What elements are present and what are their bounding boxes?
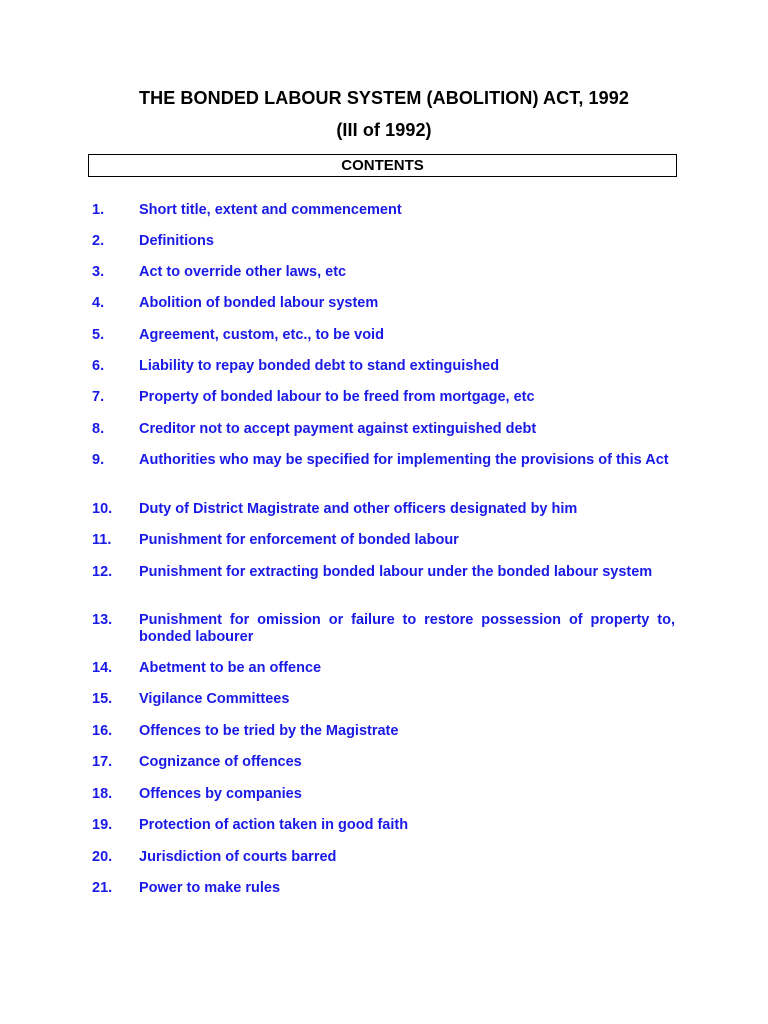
toc-entry-link[interactable]: Creditor not to accept payment against extinguished debt [139, 421, 537, 437]
act-number: (III of 1992) [336, 120, 432, 140]
toc-entry-number: 1. [92, 202, 105, 218]
toc-entry-number: 4. [92, 295, 105, 311]
toc-entry-link[interactable]: Punishment for enforcement of bonded labour [139, 532, 459, 548]
toc-entry-link[interactable]: Offences to be tried by the Magistrate [139, 723, 399, 739]
toc-entry-number: 10. [92, 501, 113, 517]
toc-entry-link[interactable]: Definitions [139, 233, 214, 249]
toc-entry-link[interactable]: Power to make rules [139, 880, 281, 896]
toc-entry-link[interactable]: Offences by companies [139, 786, 302, 802]
toc-entry-link[interactable]: Agreement, custom, etc., to be void [139, 327, 384, 343]
toc-entry-number: 9. [92, 452, 105, 468]
toc-entry-number: 13. [92, 612, 113, 628]
toc-entry-number: 12. [92, 564, 113, 580]
toc-entry-link[interactable]: Abetment to be an offence [139, 660, 322, 676]
toc-entry-number: 3. [92, 264, 105, 280]
toc-entry-number: 7. [92, 389, 105, 405]
toc-entry-number: 8. [92, 421, 105, 437]
toc-entry-number: 18. [92, 786, 113, 802]
toc-entry-link[interactable]: Liability to repay bonded debt to stand extinguished [139, 358, 500, 374]
toc-entry-link[interactable]: Property of bonded labour to be freed from mortgage, etc [139, 389, 535, 405]
toc-entry-link[interactable]: Punishment for omission or failure to restore possession of property to, bonded labourer [139, 612, 675, 645]
toc-entry-number: 16. [92, 723, 113, 739]
toc-entry-number: 19. [92, 817, 113, 833]
toc-entry-number: 11. [92, 532, 112, 548]
toc-entry-link[interactable]: Authorities who may be specified for implementing the provisions of this Act [139, 452, 669, 468]
toc-entry-link[interactable]: Vigilance Committees [139, 691, 290, 707]
toc-entry-number: 21. [92, 880, 113, 896]
toc-entry-number: 5. [92, 327, 105, 343]
toc-entry-number: 20. [92, 849, 113, 865]
document-title: THE BONDED LABOUR SYSTEM (ABOLITION) ACT, 1992 [139, 88, 629, 108]
toc-entry-link[interactable]: Jurisdiction of courts barred [139, 849, 337, 865]
toc-entry-number: 15. [92, 691, 113, 707]
toc-entry-number: 2. [92, 233, 105, 249]
toc-entry-link[interactable]: Cognizance of offences [139, 754, 302, 770]
toc-entry-link[interactable]: Duty of District Magistrate and other officers designated by him [139, 501, 578, 517]
toc-entry-link[interactable]: Act to override other laws, etc [139, 264, 347, 280]
toc-entry-link[interactable]: Abolition of bonded labour system [139, 295, 379, 311]
contents-heading: CONTENTS [88, 154, 677, 177]
toc-entry-link[interactable]: Short title, extent and commencement [139, 202, 402, 218]
toc-entry-link[interactable]: Protection of action taken in good faith [139, 817, 409, 833]
toc-entry-number: 14. [92, 660, 113, 676]
toc-entry-number: 17. [92, 754, 113, 770]
toc-entry-number: 6. [92, 358, 105, 374]
toc-entry-link[interactable]: Punishment for extracting bonded labour under the bonded labour system [139, 564, 653, 580]
